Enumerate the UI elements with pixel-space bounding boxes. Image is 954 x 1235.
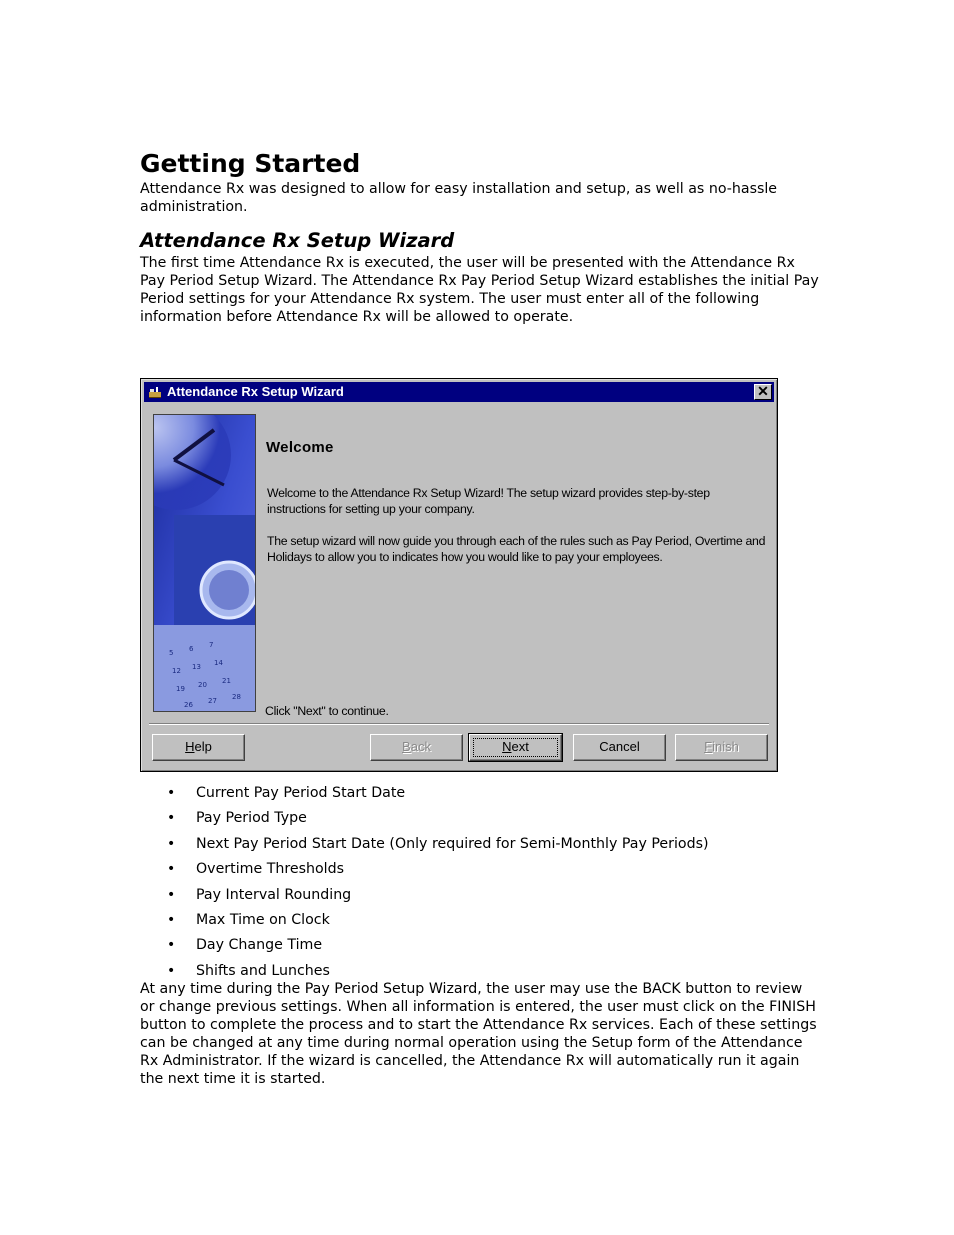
back-button[interactable] — [370, 734, 463, 761]
cancel-button[interactable]: Cancel — [573, 734, 666, 761]
list-item: • Shifts and Lunches — [140, 962, 820, 987]
svg-text:21: 21 — [222, 677, 231, 685]
list-item: • Day Change Time — [140, 936, 820, 961]
list-item: • Pay Interval Rounding — [140, 886, 820, 911]
window-titlebar[interactable] — [144, 382, 774, 402]
finish-label: inish — [712, 739, 739, 754]
next-label: ext — [511, 739, 529, 754]
welcome-title: Welcome — [266, 439, 334, 456]
svg-text:19: 19 — [176, 685, 185, 693]
separator — [149, 723, 769, 725]
back-label: ack — [410, 739, 431, 754]
document-body — [140, 148, 820, 326]
svg-text:13: 13 — [192, 663, 201, 671]
setup-wizard-window — [140, 378, 778, 772]
app-icon — [148, 385, 162, 399]
help-button[interactable] — [152, 734, 245, 761]
svg-text:20: 20 — [198, 681, 207, 689]
list-item: • Next Pay Period Start Date (Only required for Semi-Monthly Pay Periods) — [140, 835, 820, 860]
close-icon[interactable]: ✕ — [754, 384, 772, 400]
wizard-side-image — [153, 414, 256, 712]
list-item: • Overtime Thresholds — [140, 860, 820, 885]
back-accel: B — [402, 739, 411, 754]
clock-calendar-picture — [154, 415, 255, 711]
svg-text:27: 27 — [208, 697, 217, 705]
description-paragraph: The first time Attendance Rx is executed, the user will be presented with the Attendance Rx Pay Period Setup Wizard. The Attendance Rx Pay Period Setup Wizard establishes the initial Pay Period settings for your Attendance Rx system. The user must enter all of the following information before Attendance Rx will be allowed to operate. — [140, 255, 819, 325]
list-item: • Current Pay Period Start Date — [140, 784, 820, 809]
svg-text:6: 6 — [189, 645, 194, 653]
help-accel: H — [185, 739, 195, 754]
help-label: elp — [194, 739, 212, 754]
svg-text:12: 12 — [172, 667, 181, 675]
svg-text:14: 14 — [214, 659, 223, 667]
next-accel: N — [502, 739, 512, 754]
focus-ring — [473, 738, 558, 757]
window-title: Attendance Rx Setup Wizard — [167, 384, 344, 399]
required-settings-list — [140, 784, 820, 987]
guide-text: The setup wizard will now guide you through each of the rules such as Pay Period, Overtime and Holidays to allow you to indicates how you would like to pay your employees. — [267, 534, 766, 564]
welcome-text: Welcome to the Attendance Rx Setup Wizard! The setup wizard provides step-by-step instructions for setting up your company. — [267, 486, 710, 516]
intro-paragraph: Attendance Rx was designed to allow for easy installation and setup, as well as no-hassle administration. — [140, 181, 778, 215]
finish-button[interactable] — [675, 734, 768, 761]
section-heading: Attendance Rx Setup Wizard — [140, 229, 455, 252]
page-title: Getting Started — [140, 149, 361, 178]
finish-accel: F — [704, 739, 713, 754]
continue-hint: Click "Next" to continue. — [265, 704, 389, 718]
list-item: • Max Time on Clock — [140, 911, 820, 936]
svg-text:26: 26 — [184, 701, 193, 709]
svg-text:7: 7 — [209, 641, 214, 649]
svg-text:28: 28 — [232, 693, 241, 701]
svg-text:5: 5 — [169, 649, 174, 657]
next-button[interactable] — [469, 734, 562, 761]
closing-paragraph: At any time during the Pay Period Setup Wizard, the user may use the BACK button to review or change previous settings. When all information is entered, the user must click on the FINISH button to complete the process and to start the Attendance Rx services. Each of these settings can be changed at any time during normal operation using the Setup form of the Attendance Rx Administrator. If the wizard is cancelled, the Attendance Rx will automatically run it again the next time it is started. — [140, 981, 817, 1087]
list-item: • Pay Period Type — [140, 809, 820, 834]
